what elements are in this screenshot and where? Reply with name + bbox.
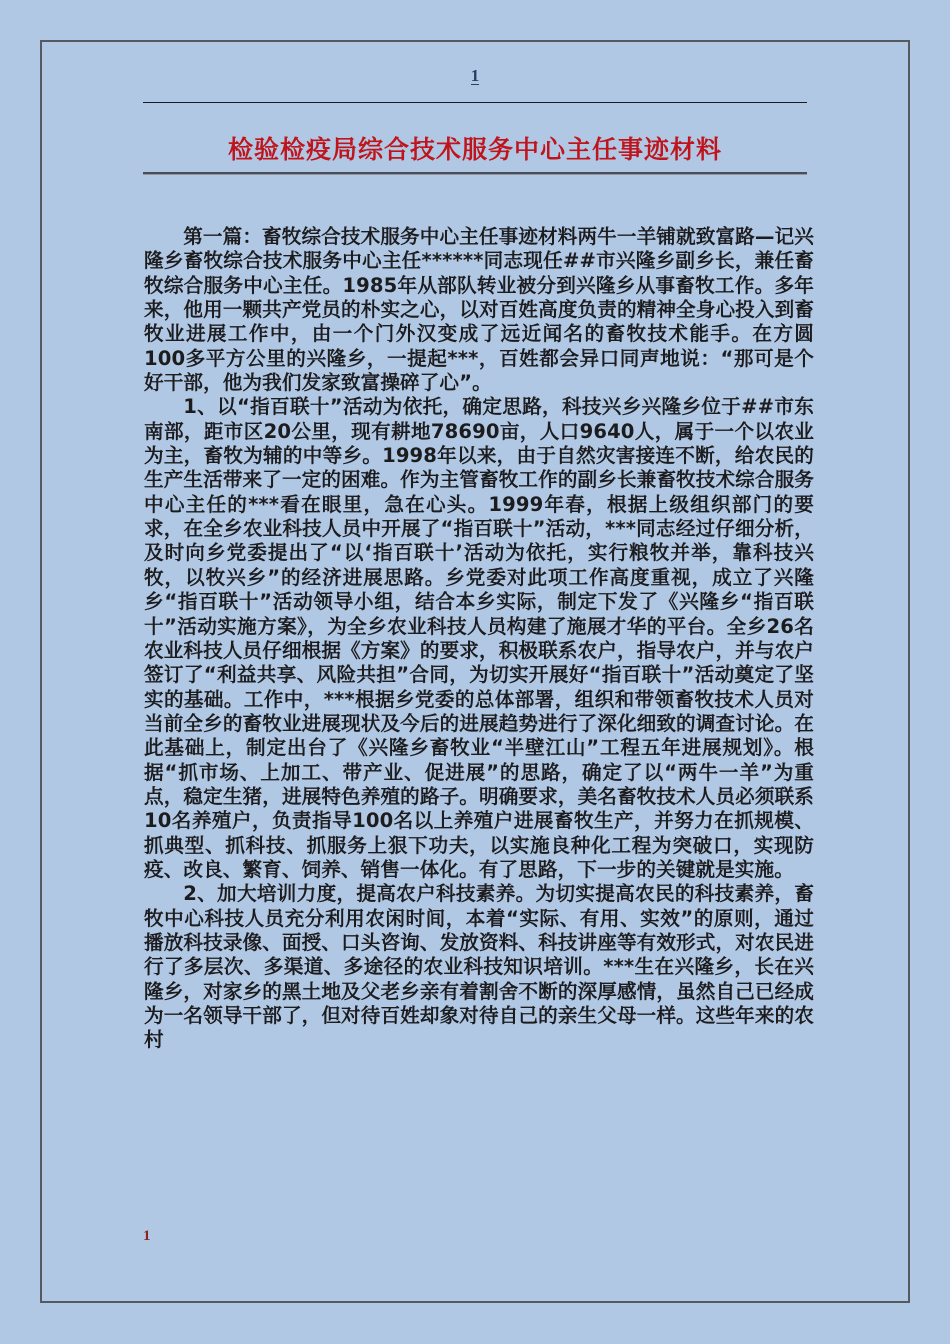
- paragraph-intro: 第一篇：畜牧综合技术服务中心主任事迹材料两牛一羊铺就致富路—记兴隆乡畜牧综合技术服务中心主任******同志现任##市兴隆乡副乡长，兼任畜牧综合服务中心主任。1985年从部队转业被分到兴隆乡从事畜牧工作。多年来，他用一颗共产党员的朴实之心，以对百姓高度负责的精神全身心投入到畜牧业进展工作中，由一个门外汉变成了远近闻名的畜牧技术能手。在方圆100多平方公里的兴隆乡，一提起***，百姓都会异口同声地说：“那可是个好干部，他为我们发家致富操碎了心”。: [144, 225, 814, 395]
- footer-page-number: 1: [143, 1228, 151, 1244]
- title-divider: [143, 172, 807, 174]
- paragraph-section-1: 1、以“指百联十”活动为依托，确定思路，科技兴乡兴隆乡位于##市东南部，距市区20公里，现有耕地78690亩，人口9640人，属于一个以农业为主，畜牧为辅的中等乡。1998年以来，由于自然灾害接连不断，给农民的生产生活带来了一定的困难。作为主管畜牧工作的副乡长兼畜牧技术综合服务中心主任的***看在眼里，急在心头。1999年春，根据上级组织部门的要求，在全乡农业科技人员中开展了“指百联十”活动，***同志经过仔细分析，及时向乡党委提出了“以‘指百联十’活动为依托，实行粮牧并举，靠科技兴牧，以牧兴乡”的经济进展思路。乡党委对此项工作高度重视，成立了兴隆乡“指百联十”活动领导小组，结合本乡实际，制定下发了《兴隆乡“指百联十”活动实施方案》，为全乡农业科技人员构建了施展才华的平台。全乡26名农业科技人员仔细根据《方案》的要求，积极联系农户，指导农户，并与农户签订了“利益共享、风险共担”合同，为切实开展好“指百联十”活动奠定了坚实的基础。工作中，***根据乡党委的总体部署，组织和带领畜牧技术人员对当前全乡的畜牧业进展现状及今后的进展趋势进行了深化细致的调查讨论。在此基础上，制定出台了《兴隆乡畜牧业“半壁江山”工程五年进展规划》。根据“抓市场、上加工、带产业、促进展”的思路，确定了以“两牛一羊”为重点，稳定生猪，进展特色养殖的路子。明确要求，美名畜牧技术人员必须联系10名养殖户，负责指导100名以上养殖户进展畜牧生产，并努力在抓规模、抓典型、抓科技、抓服务上狠下功夫，以实施良种化工程为突破口，实现防疫、改良、繁育、饲养、销售一体化。有了思路，下一步的关键就是实施。: [144, 395, 814, 881]
- header-page-number: [0, 66, 950, 86]
- header-page-number-text: 1: [470, 66, 480, 85]
- document-title: 检验检疫局综合技术服务中心主任事迹材料: [227, 135, 722, 164]
- paragraph-section-2: 2、加大培训力度，提高农户科技素养。为切实提高农民的科技素养，畜牧中心科技人员充分利用农闲时间，本着“实际、有用、实效”的原则，通过播放科技录像、面授、口头咨询、发放资料、科技讲座等有效形式，对农民进行了多层次、多渠道、多途径的农业科技知识培训。***生在兴隆乡，长在兴隆乡，对家乡的黑土地及父老乡亲有着割舍不断的深厚感情，虽然自己已经成为一名领导干部了，但对待百姓却象对待自己的亲生父母一样。这些年来的农村: [144, 882, 814, 1052]
- header-divider: [143, 102, 807, 103]
- document-body: [144, 225, 814, 1053]
